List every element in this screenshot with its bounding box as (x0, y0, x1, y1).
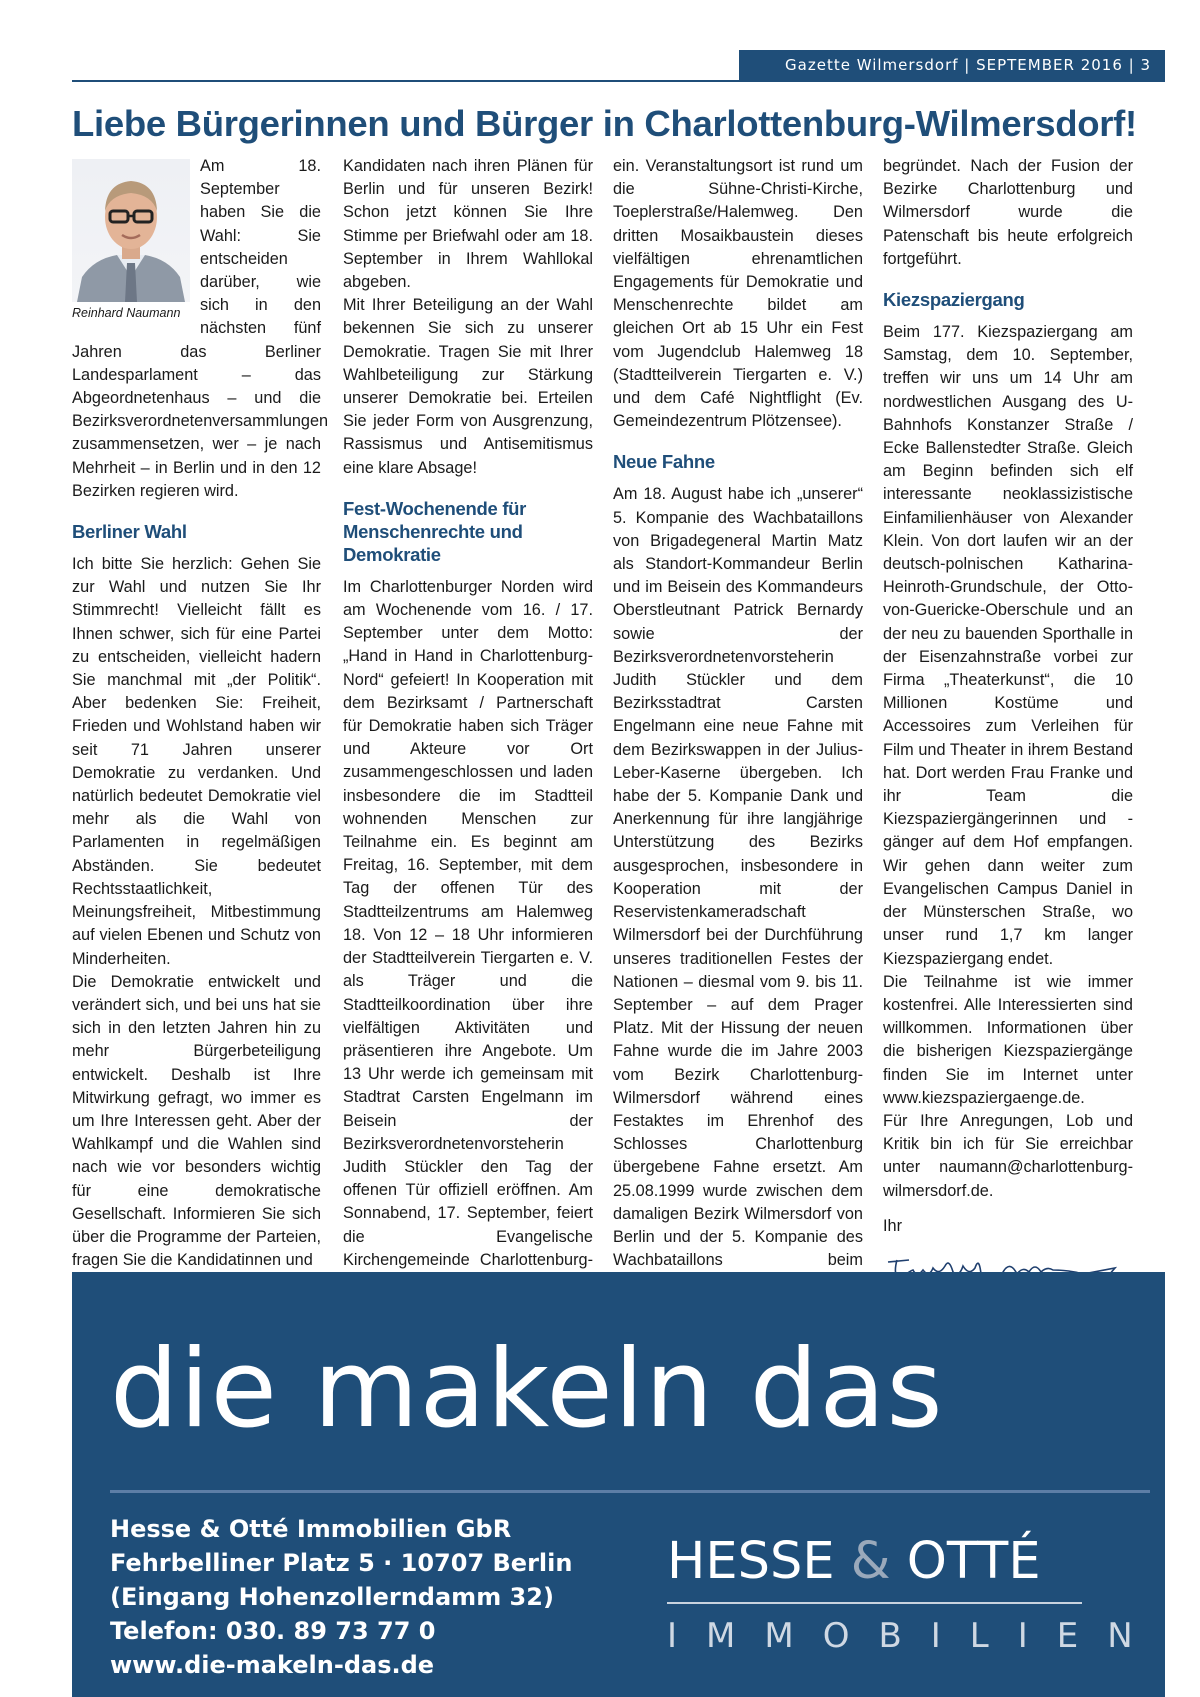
logo-hesse: HESSE (667, 1532, 835, 1591)
portrait-illustration (72, 159, 190, 302)
logo-subtitle: IMMOBILIEN (667, 1616, 1162, 1656)
logo-wordmark (667, 1532, 1107, 1592)
section-heading-berliner-wahl: Berliner Wahl (72, 521, 187, 543)
ad-phone: Telefon: 030. 89 73 77 0 (110, 1617, 436, 1645)
ad-company-name: Hesse & Otté Immobilien GbR (110, 1515, 512, 1543)
advertisement-banner[interactable] (72, 1272, 1165, 1697)
issue-header-text: Gazette Wilmersdorf | SEPTEMBER 2016 | 3 (785, 56, 1151, 74)
portrait-figure (72, 159, 190, 321)
header-rule (72, 80, 1165, 82)
section-heading-neue-fahne: Neue Fahne (613, 451, 715, 473)
body-paragraph: Im Charlottenburger Norden wird am Wochenende vom 16. / 17. September unter dem Motto: „Hand in Hand in Charlottenburg-Nord“ gefeiert! In Kooperation mit dem Bezirksamt / Partnerschaft für Demokratie haben sich Träger und Akteure vor Ort zusammengeschlossen und laden insbesondere die im Stadtteil wohnenden Menschen zur Teilnahme ein. Es beginnt am Freitag, 16. September, mit dem Tag der offenen Tür des Stadtteilzentrums am Halemweg 18. Von 12 – 18 Uhr informieren der Stadtteilverein Tiergarten e. V. als Träger und die Stadtteilkoordination über ihre vielfältigen Aktivitäten und präsentieren ihre Angebote. Um 13 Uhr werde ich gemeinsam mit Stadtrat Carsten Engelmann im Beisein der Bezirksverordnetenvorsteherin Judith Stückler den Tag der offenen Tür offiziell eröffnen. Am Sonnabend, 17. September, feiert die Evangelische Kirchengemeinde Charlottenburg- (343, 577, 593, 1269)
body-paragraph: Beim 177. Kiezspaziergang am Samstag, dem 10. September, treffen wir uns um 14 Uhr am nordwestlichen Ausgang des U-Bahnhofs Konstanzer Straße / Ecke Ballenstedter Straße. Gleich am Beginn befinden sich elf interessante neoklassizistische Einfamilienhäuser von Alexander Klein. Von dort laufen wir an der deutsch-polnischen Katharina-Heinroth-Grundschule, der Otto-von-Guericke-Oberschule und an der neu zu bauenden Sporthalle in der Eisenzahnstraße vorbei zur Firma „Theaterkunst“, die 10 Millionen Kostüme und Accessoires zum Verleihen für Film und Theater in ihrem Bestand hat. Dort werden Frau Franke und ihr Team die Kiezspaziergängerinnen und -gänger auf dem Hof empfangen. Wir gehen dann weiter zum Evangelischen Campus Daniel in der Münsterschen Straße, wo unser rund 1,7 km langer Kiezspaziergang endet. (883, 323, 1133, 968)
intro-paragraph: Am 18. September haben Sie die Wahl: Sie entscheiden darüber, wie sich in den nächsten fünf Jahren das Berliner Landesparlament – das Abgeordnetenhaus – und die Bezirksverordnetenversammlungen zusammensetzen, wer – je nach Mehrheit – in Berlin und in den 12 Bezirken regieren wird. (72, 157, 329, 500)
ad-address-block (110, 1512, 572, 1682)
column-1 (72, 155, 329, 1272)
body-paragraph: Die Demokratie entwickelt und verändert sich, und bei uns hat sie sich in den letzten Jahren hin zu mehr Bürgerbeteiligung entwickelt. Deshalb ist Ihre Mitwirkung gefragt, wo immer es um Ihre Interessen geht. Aber der Wahlkampf und die Wahlen sind nach wie vor besonders wichtig für eine demokratische Gesellschaft. Informieren Sie sich über die Programme der Parteien, fragen Sie die Kandidatinnen und (72, 972, 321, 1270)
body-paragraph: Kandidaten nach ihren Plänen für Berlin und für unseren Bezirk! Schon jetzt können Sie Ihre Stimme per Briefwahl oder am 18. September in Ihrem Wahllokal abgeben. (343, 157, 593, 292)
portrait-photo (72, 159, 190, 302)
section-heading-kiezspaziergang: Kiezspaziergang (883, 289, 1025, 311)
section-heading-fest-wochenende: Fest-Wochenende für Menschenrechte und Demokratie (343, 497, 527, 565)
body-paragraph: Am 18. August habe ich „unserer“ 5. Kompanie des Wachbataillons von Brigadegeneral Martin Matz als Standort-Kommandeur Berlin und im Beisein des Kommandeurs Oberstleutnant Patrick Bernardy sowie der Bezirksverordnetenvorsteherin Judith Stückler und dem Bezirksstadtrat Carsten Engelmann eine neue Fahne mit dem Bezirkswappen in der Julius-Leber-Kaserne übergeben. Ich habe der 5. Kompanie Dank und Anerkennung für ihre langjährige Unterstützung des Bezirks ausgesprochen, insbesondere in Kooperation mit der Reservistenkameradschaft Wilmersdorf bei der Durchführung unseres traditionellen Festes der Nationen – diesmal vom 9. bis 11. September – auf dem Prager Platz. Mit der Hissung der neuen Fahne wurde die im Jahre 2003 vom Bezirk Charlottenburg-Wilmersdorf während eines Festaktes im Ehrenhof des Schlosses Charlottenburg übergebene Fahne ersetzt. Am 25.08.1999 wurde zwischen dem damaligen Bezirk Wilmersdorf von Berlin und der 5. Kompanie des Wachbataillons beim (613, 485, 863, 1270)
column-2 (343, 155, 593, 1318)
body-paragraph: Ich bitte Sie herzlich: Gehen Sie zur Wahl und nutzen Sie Ihr Stimmrecht! Vielleicht fällt es Ihnen schwer, sich für eine Partei zu entscheiden, vielleicht hadern Sie manchmal mit „der Politik“. Aber bedenken Sie: Freiheit, Frieden und Wohlstand haben wir seit 71 Jahren unserer Demokratie zu verdanken. Und natürlich bedeutet Demokratie viel mehr als die Wahl von Parlamenten in regelmäßigen Abständen. Sie bedeutet Rechtsstaatlichkeit, Meinungsfreiheit, Mitbestimmung auf vielen Ebenen und Schutz von Minderheiten. (72, 555, 321, 968)
body-paragraph: ein. Veranstaltungsort ist rund um die Sühne-Christi-Kirche, Toeplerstraße/Halemweg. Den dritten Mosaikbaustein dieses vielfältigen ehrenamtlichen Engagements für Demokratie und Menschenrechte bildet am gleichen Ort ab 15 Uhr ein Fest vom Jugendclub Halemweg 18 (Stadtteilverein Tiergarten e. V.) und dem Café Nightflight (Ev. Gemeindezentrum Plötzensee). (613, 157, 863, 431)
page-headline: Liebe Bürgerinnen und Bürger in Charlottenburg-Wilmersdorf! (72, 103, 1137, 144)
column-4 (883, 155, 1133, 1320)
body-paragraph: Mit Ihrer Beteiligung an der Wahl bekennen Sie sich zu unserer Demokratie. Tragen Sie mit Ihrer Wahlbeteiligung zur Stärkung unserer Demokratie bei. Erteilen Sie jeder Form von Ausgrenzung, Rassismus und Antisemitismus eine klare Absage! (343, 296, 593, 477)
column-3 (613, 155, 863, 1319)
ad-entrance: (Eingang Hohenzollerndamm 32) (110, 1583, 554, 1611)
logo-otte: OTTÉ (906, 1532, 1041, 1591)
ad-website-link[interactable]: www.die-makeln-das.de (110, 1651, 435, 1679)
logo-ampersand: & (850, 1532, 891, 1591)
ad-slogan: die makeln das (110, 1327, 944, 1452)
body-paragraph: Für Ihre Anregungen, Lob und Kritik bin ich für Sie erreichbar unter naumann@charlottenburg-wilmersdorf.de. (883, 1111, 1133, 1200)
ad-divider (110, 1490, 1150, 1493)
issue-header-bar (739, 50, 1165, 80)
portrait-caption: Reinhard Naumann (72, 306, 181, 320)
company-logo (667, 1532, 1162, 1656)
closing-word: Ihr (883, 1216, 903, 1235)
ad-street: Fehrbelliner Platz 5 · 10707 Berlin (110, 1549, 573, 1577)
logo-rule (667, 1602, 1082, 1604)
body-paragraph: begründet. Nach der Fusion der Bezirke Charlottenburg und Wilmersdorf wurde die Patenschaft bis heute erfolgreich fortgeführt. (883, 157, 1133, 268)
body-paragraph: Die Teilnahme ist wie immer kostenfrei. Alle Interessierten sind willkommen. Informationen über die bisherigen Kiezspaziergänge finden Sie im Internet unter www.kiezspaziergaenge.de. (883, 972, 1133, 1107)
